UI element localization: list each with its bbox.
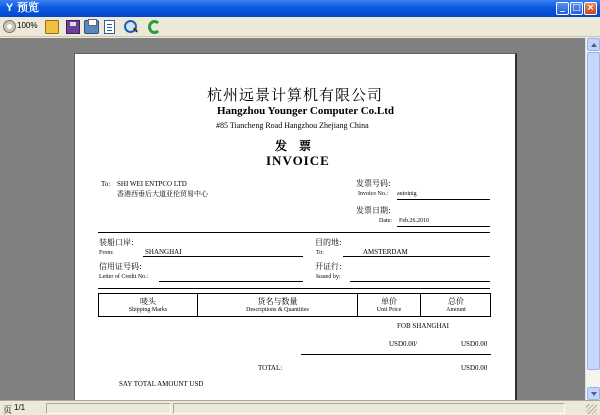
invoice-no-value: autoinig <box>397 191 417 197</box>
col-unit-price-en: Unit Price <box>376 307 402 313</box>
fob-terms: FOB SHANGHAI <box>397 322 449 330</box>
search-icon[interactable] <box>124 20 138 34</box>
shipping-port-label-cn: 装船口岸: <box>99 238 134 247</box>
open-folder-icon[interactable] <box>45 20 59 34</box>
invoice-page <box>74 53 517 400</box>
refresh-icon[interactable] <box>148 20 161 34</box>
row-unit-price: USD0.00/ <box>389 340 418 348</box>
zoom-icon[interactable] <box>3 20 16 33</box>
close-button[interactable]: × <box>584 2 597 15</box>
save-icon[interactable] <box>66 20 80 34</box>
window-title: 预览 <box>17 2 39 14</box>
date-label-cn: 发票日期: <box>356 206 391 215</box>
vertical-scrollbar[interactable] <box>585 38 600 400</box>
from-value: SHANGHAI <box>145 248 182 256</box>
doc-title-cn: 发 票 <box>275 139 312 153</box>
destination-label-cn: 目的地: <box>315 238 342 247</box>
company-name-en: Hangzhou Younger Computer Co.Ltd <box>217 105 395 117</box>
scroll-thumb[interactable] <box>587 52 600 370</box>
scroll-up-icon[interactable] <box>587 38 600 51</box>
maximize-button[interactable]: □ <box>570 2 583 15</box>
total-label: TOTAL: <box>258 364 283 372</box>
issuer-label-en: Issued by: <box>316 274 341 280</box>
to-address: 香港西垂后大道亚伦贸易中心 <box>117 190 208 198</box>
print-icon[interactable] <box>84 20 99 34</box>
app-icon: Y <box>5 2 14 14</box>
col-marks-en: Shipping Marks <box>128 307 168 313</box>
minimize-button[interactable]: _ <box>556 2 569 15</box>
scroll-down-icon[interactable] <box>587 387 600 400</box>
resize-grip-icon[interactable] <box>586 404 597 414</box>
credit-label-en: Letter of Credit No.: <box>99 274 149 280</box>
invoice-no-label-cn: 发票号码: <box>356 179 391 188</box>
col-description-en: Descriptions & Quantities <box>246 307 309 313</box>
zoom-level[interactable]: 100% <box>17 21 38 30</box>
col-description-cn: 货名与数量 <box>257 297 298 306</box>
page-label: 页 <box>3 406 13 415</box>
col-amount-cn: 总价 <box>448 297 464 306</box>
col-marks-cn: 唛头 <box>140 297 156 306</box>
status-bar <box>0 400 600 415</box>
page-setup-icon[interactable] <box>104 20 115 34</box>
credit-label-cn: 信用证号码: <box>99 262 142 271</box>
date-value: Feb.26.2010 <box>399 218 429 224</box>
status-panel <box>46 403 171 414</box>
title-bar[interactable] <box>0 0 600 17</box>
toolbar <box>0 17 600 37</box>
to-value: AMSTERDAM <box>363 248 408 256</box>
status-panel <box>173 403 565 414</box>
issuer-label-cn: 开证行: <box>315 262 342 271</box>
to-label: To: <box>101 180 111 188</box>
page-number: 1/1 <box>14 403 26 412</box>
company-name-cn: 杭州远景计算机有限公司 <box>207 86 384 104</box>
col-unit-price-cn: 单价 <box>381 297 397 306</box>
doc-title-en: INVOICE <box>266 153 330 168</box>
company-address: #85 Tiancheng Road Hangzhou Zhejiang China <box>216 121 369 130</box>
to-label-en: To: <box>316 250 324 256</box>
say-total: SAY TOTAL AMOUNT USD <box>119 380 204 388</box>
date-label-en: Date: <box>379 218 392 224</box>
items-table-header <box>98 293 491 317</box>
invoice-no-label-en: Invoice No.: <box>358 191 388 197</box>
total-value: USD0.00 <box>461 364 488 372</box>
to-name: SHI WEI ENTPCO LTD <box>117 180 187 188</box>
preview-viewport[interactable] <box>0 38 600 400</box>
col-amount-en: Amount <box>446 307 466 313</box>
from-label-en: From: <box>99 250 114 256</box>
row-amount: USD0.00 <box>461 340 488 348</box>
